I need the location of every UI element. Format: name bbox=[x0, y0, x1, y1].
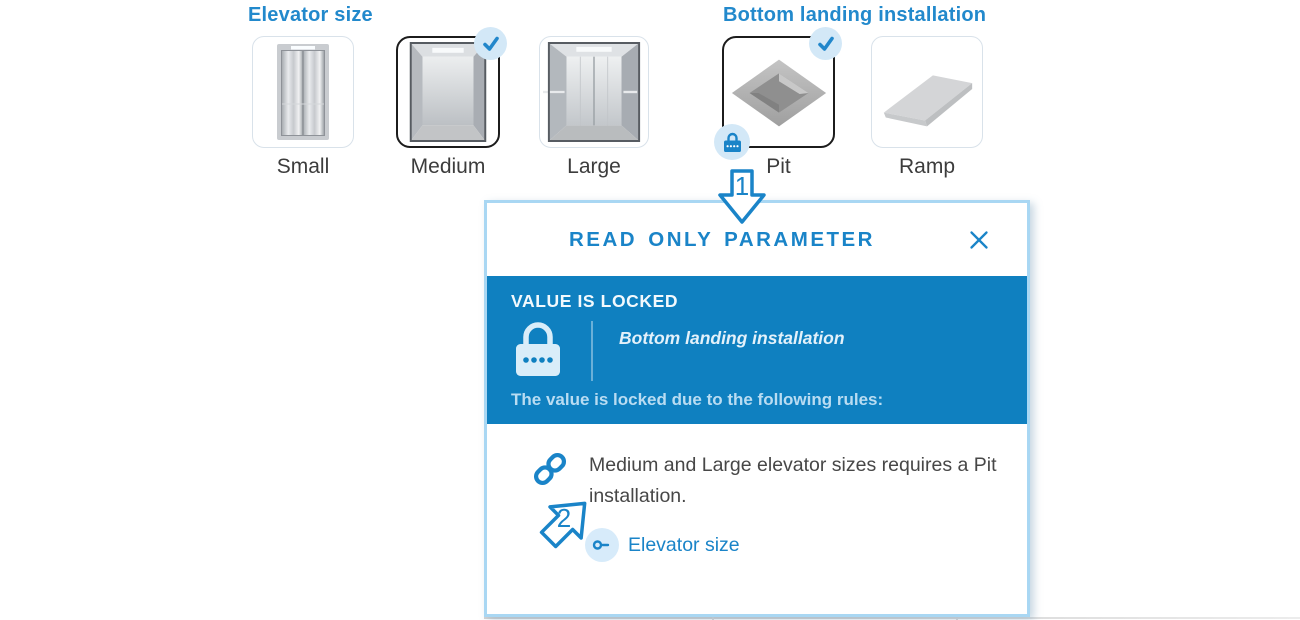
option-label-small: Small bbox=[276, 155, 330, 178]
background-hairline bbox=[484, 617, 1300, 619]
rule-text: Medium and Large elevator sizes requires a Pit installation. bbox=[589, 454, 997, 507]
elevator-size-link[interactable]: Elevator size bbox=[628, 533, 740, 556]
callout-arrow-2 bbox=[530, 484, 604, 558]
callout-number-2: 2 bbox=[556, 503, 572, 533]
ramp-image bbox=[874, 53, 980, 131]
parameter-link-row bbox=[585, 528, 1027, 562]
lock-icon-large bbox=[511, 318, 565, 380]
lock-icon bbox=[722, 131, 743, 154]
close-icon bbox=[968, 229, 990, 251]
parameter-label-bottom-landing: Bottom landing installation bbox=[723, 4, 987, 26]
small-elevator-image bbox=[267, 42, 339, 142]
option-medium bbox=[396, 36, 500, 179]
pit-image bbox=[726, 53, 832, 131]
option-card-pit[interactable] bbox=[722, 36, 835, 148]
banner-subtext: The value is locked due to the following rules: bbox=[511, 390, 884, 409]
locked-value-badge[interactable] bbox=[714, 124, 750, 160]
option-label-ramp: Ramp bbox=[898, 155, 956, 178]
option-pit bbox=[722, 36, 835, 179]
chain-link-icon bbox=[533, 450, 567, 488]
large-elevator-image bbox=[543, 41, 645, 143]
option-large bbox=[539, 36, 649, 179]
parameter-label-elevator-size: Elevator size bbox=[248, 4, 373, 26]
option-card-small[interactable] bbox=[252, 36, 354, 148]
option-card-medium[interactable] bbox=[396, 36, 500, 148]
selected-badge bbox=[809, 27, 842, 60]
banner-divider bbox=[591, 321, 593, 381]
callout-number-1: 1 bbox=[734, 171, 750, 201]
dialog-title: READ ONLY PARAMETER bbox=[569, 227, 875, 251]
check-icon bbox=[481, 34, 501, 54]
option-ramp bbox=[871, 36, 983, 179]
option-small bbox=[252, 36, 354, 179]
option-label-medium: Medium bbox=[410, 155, 486, 178]
close-button[interactable] bbox=[957, 218, 1001, 262]
option-card-ramp[interactable] bbox=[871, 36, 983, 148]
option-label-pit: Pit bbox=[766, 155, 791, 178]
banner-heading: VALUE IS LOCKED bbox=[511, 291, 679, 311]
selected-badge bbox=[474, 27, 507, 60]
option-label-large: Large bbox=[567, 155, 621, 178]
option-card-large[interactable] bbox=[539, 36, 649, 148]
callout-arrow-1 bbox=[712, 168, 772, 226]
rule-item bbox=[533, 450, 1027, 512]
check-icon bbox=[816, 34, 836, 54]
locked-parameter-name: Bottom landing installation bbox=[619, 328, 845, 348]
value-locked-banner bbox=[487, 276, 1027, 424]
